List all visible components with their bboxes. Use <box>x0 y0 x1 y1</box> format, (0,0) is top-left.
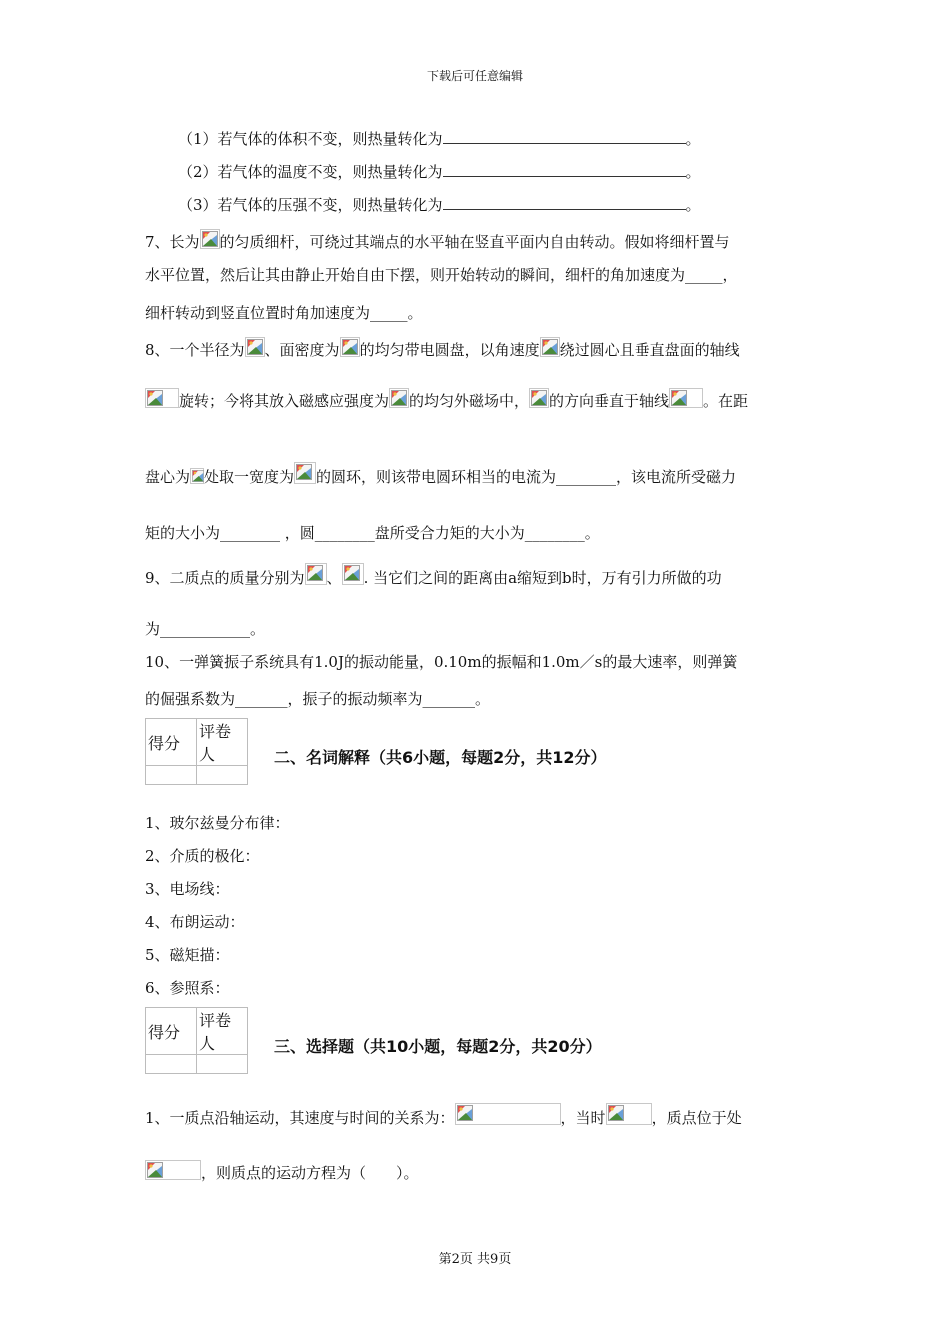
score-cell <box>146 1055 197 1074</box>
list-item: 5、磁矩描： <box>145 946 230 964</box>
broken-image-icon <box>145 388 179 408</box>
broken-image-icon <box>669 388 703 408</box>
q7-text-b: 的匀质细杆，可绕过其端点的水平轴在竖直平面内自由转动。假如将细杆置与 <box>219 233 730 251</box>
list-item: 4、布朗运动： <box>145 913 245 931</box>
list-item: 1、玻尔兹曼分布律： <box>145 814 290 832</box>
grader-cell <box>197 766 248 785</box>
answer-blank <box>443 195 686 210</box>
q7-text-a: 7、长为 <box>145 233 200 251</box>
q8-text-g: 的方向垂直于轴线 <box>549 392 670 410</box>
grader-label: 评卷人 <box>197 719 248 766</box>
q7-line-3: 细杆转动到竖直位置时角加速度为_____。 <box>145 304 423 322</box>
q8-text-j: 处取一宽度为 <box>204 468 295 486</box>
q8-text-k: 的圆环，则该带电圆环相当的电流为________，该电流所受磁力 <box>316 468 737 486</box>
broken-image-icon <box>145 1160 201 1180</box>
broken-image-icon <box>305 563 327 585</box>
broken-image-icon <box>340 337 360 357</box>
q8-line-2 <box>145 388 748 411</box>
q6-sub-3 <box>178 194 701 215</box>
s3-q1-line-1 <box>145 1103 742 1128</box>
score-cell <box>146 766 197 785</box>
broken-image-icon <box>606 1103 652 1125</box>
grader-cell <box>197 1055 248 1074</box>
q10-line-2: 的倔强系数为_______，振子的振动频率为_______。 <box>145 690 491 708</box>
list-item: 2、介质的极化： <box>145 847 260 865</box>
q8-text-i: 盘心为 <box>145 468 191 486</box>
broken-image-icon <box>389 388 409 408</box>
q8-line-4: 矩的大小为________ ，圆________盘所受合力矩的大小为________。 <box>145 524 600 542</box>
q8-line-1 <box>145 337 740 360</box>
broken-image-icon <box>342 563 364 585</box>
grader-label: 评卷人 <box>197 1008 248 1055</box>
score-box <box>145 718 248 785</box>
q6-sub-1 <box>178 128 701 149</box>
q8-text-b: 、面密度为 <box>264 341 340 359</box>
q6-sub-2-end: 。 <box>685 163 701 181</box>
q8-line-3 <box>145 462 736 487</box>
broken-image-icon <box>245 337 265 357</box>
list-item: 6、参照系： <box>145 979 230 997</box>
score-label: 得分 <box>146 719 197 766</box>
q7-line-1 <box>145 229 730 252</box>
s3-q1-text-c: ，质点位于处 <box>651 1109 742 1127</box>
q9-line-2: 为____________。 <box>145 620 266 638</box>
broken-image-icon <box>294 462 316 484</box>
q6-sub-2 <box>178 161 701 182</box>
q8-text-d: 绕过圆心且垂直盘面的轴线 <box>559 341 740 359</box>
answer-blank <box>443 162 686 177</box>
answer-blank <box>443 129 686 144</box>
broken-image-icon <box>540 337 560 357</box>
s3-q1-text-a: 1、一质点沿轴运动，其速度与时间的关系为： <box>145 1109 455 1127</box>
q8-text-f: 的均匀外磁场中， <box>409 392 530 410</box>
q6-sub-2-text: （2）若气体的温度不变，则热量转化为 <box>178 163 443 181</box>
q6-sub-3-end: 。 <box>685 196 701 214</box>
s3-q1-text-d: ，则质点的运动方程为（ ）。 <box>201 1164 419 1182</box>
q7-line-2: 水平位置，然后让其由静止开始自由下摆，则开始转动的瞬间，细杆的角加速度为_____， <box>145 266 738 284</box>
q9-line-1 <box>145 563 722 588</box>
broken-image-icon <box>455 1103 561 1125</box>
list-item: 3、电场线： <box>145 880 230 898</box>
q8-text-h: 。在距 <box>703 392 749 410</box>
page-footer: 第2页 共9页 <box>438 1252 512 1267</box>
page-header: 下载后可任意编辑 <box>426 69 523 83</box>
score-label: 得分 <box>146 1008 197 1055</box>
q9-text-c: . 当它们之间的距离由a缩短到b时，万有引力所做的功 <box>363 569 722 587</box>
q6-sub-3-text: （3）若气体的压强不变，则热量转化为 <box>178 196 443 214</box>
q6-sub-1-text: （1）若气体的体积不变，则热量转化为 <box>178 130 443 148</box>
q8-text-c: 的均匀带电圆盘，以角速度 <box>359 341 540 359</box>
section-title: 三、选择题（共10小题，每题2分，共20分） <box>274 1037 602 1056</box>
s3-q1-line-2 <box>145 1160 419 1183</box>
s3-q1-text-b: ，当时 <box>560 1109 606 1127</box>
broken-image-icon <box>200 229 220 249</box>
q8-text-e: 旋转；今将其放入磁感应强度为 <box>179 392 390 410</box>
q8-text-a: 8、一个半径为 <box>145 341 245 359</box>
broken-image-icon <box>529 388 549 408</box>
q10-line-1: 10、一弹簧振子系统具有1.0J的振动能量，0.10m的振幅和1.0m／s的最大速率，则弹簧 <box>145 653 738 671</box>
broken-image-icon <box>190 468 204 484</box>
q6-sub-1-end: 。 <box>685 130 701 148</box>
q9-text-b: 、 <box>326 569 342 587</box>
score-box <box>145 1007 248 1074</box>
section-title: 二、名词解释（共6小题，每题2分，共12分） <box>274 748 607 767</box>
q9-text-a: 9、二质点的质量分别为 <box>145 569 305 587</box>
